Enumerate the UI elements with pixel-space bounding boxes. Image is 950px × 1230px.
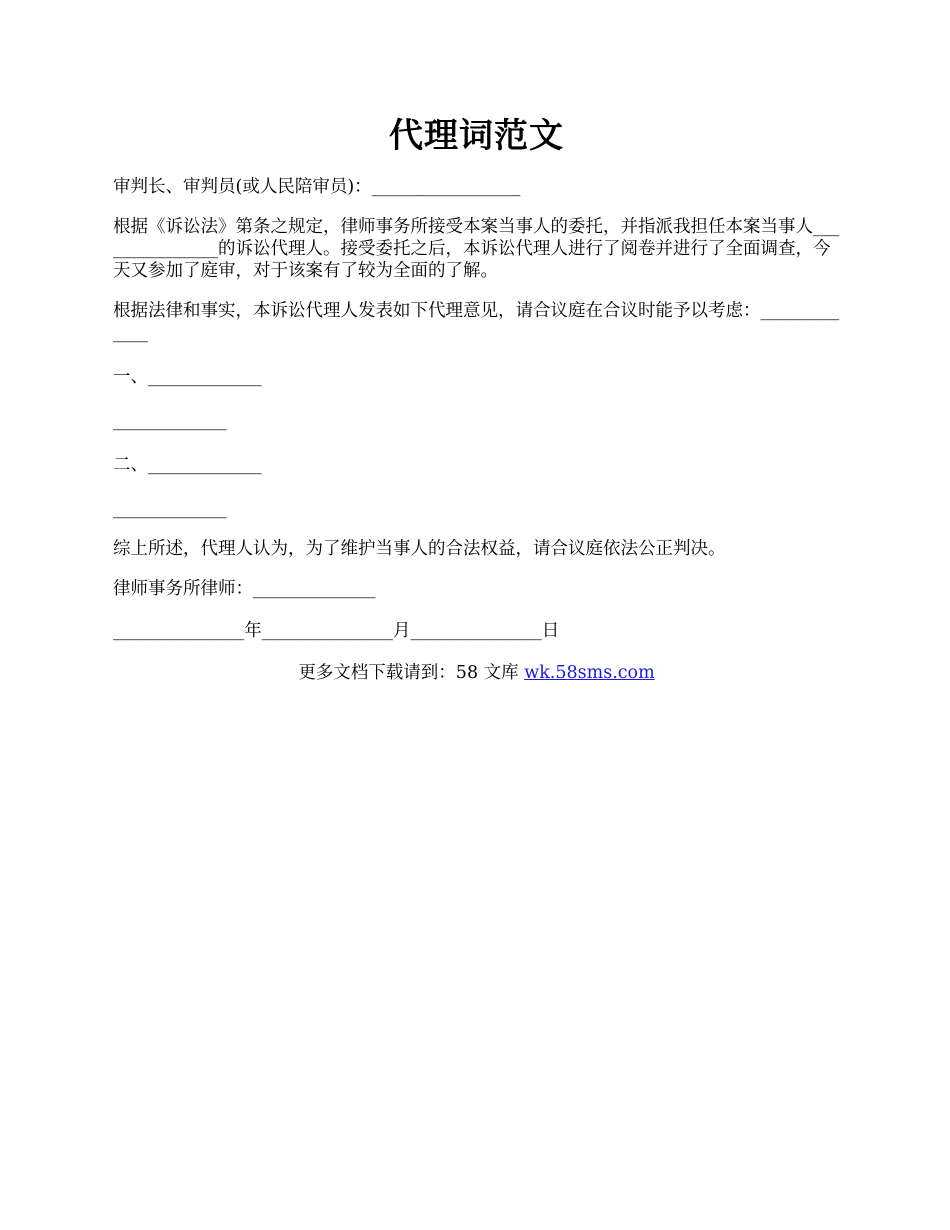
point-one-detail: _____________ [113, 411, 227, 431]
point-one: 一、_____________ [113, 367, 262, 387]
document-title: 代理词范文 [389, 116, 564, 156]
date-line: _______________年_______________月_______________日 [113, 621, 560, 641]
point-two-detail: _____________ [113, 499, 227, 519]
signature-line: 律师事务所律师：______________ [113, 579, 376, 599]
opinion-paragraph: 根据法律和事实，本诉讼代理人发表如下代理意见，请合议庭在合议时能予以考虑：_____________ [113, 301, 840, 343]
footer-prefix: 更多文档下载请到：58 文库 [298, 663, 525, 683]
conclusion-paragraph: 综上所述，代理人认为，为了维护当事人的合法权益，请合议庭依法公正判决。 [113, 539, 726, 559]
footer-link[interactable]: wk.58sms.com [524, 663, 655, 683]
point-two: 二、_____________ [113, 455, 262, 475]
document-page [113, 108, 840, 684]
download-footer [113, 662, 840, 684]
addressee-line: 审判长、审判员(或人民陪审员)：_________________ [113, 177, 521, 197]
intro-paragraph: 根据《诉讼法》第条之规定，律师事务所接受本案当事人的委托，并指派我担任本案当事人_______________的诉讼代理人。接受委托之后，本诉讼代理人进行了阅卷并进行了全面调查，今天又参加了庭审，对于该案有了较为全面的了解。 [113, 217, 840, 281]
